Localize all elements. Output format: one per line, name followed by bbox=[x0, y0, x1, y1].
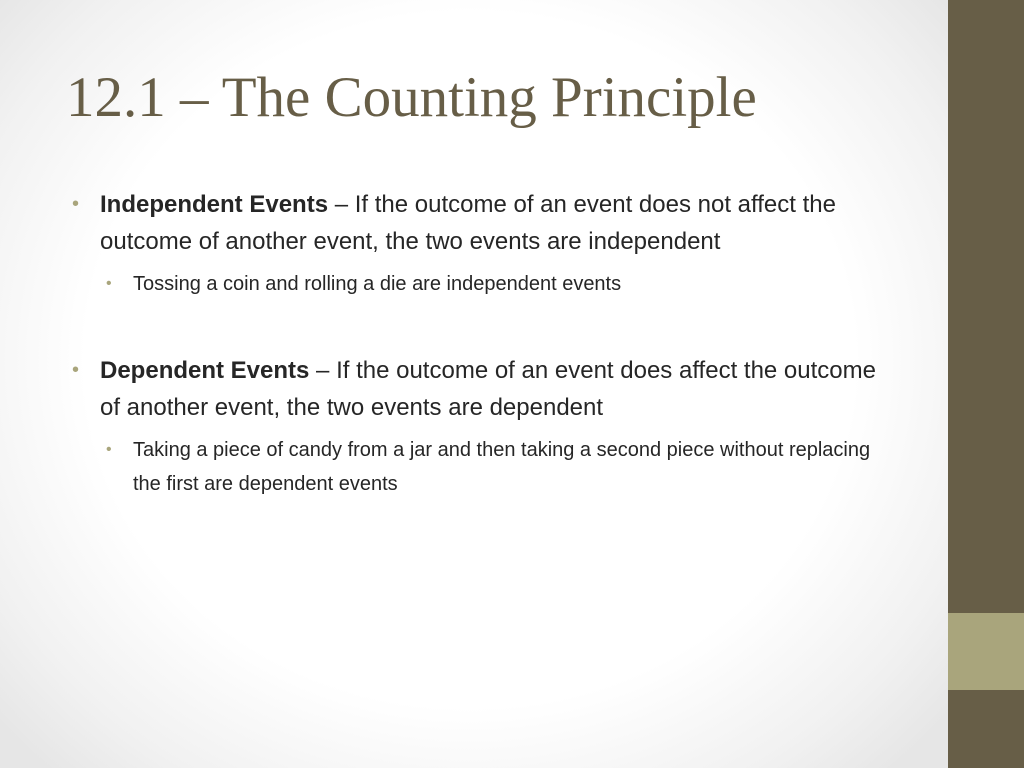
example-dependent-events: Taking a piece of candy from a jar and then taking a second piece without replacing the first are dependent events bbox=[133, 439, 871, 495]
bullet-independent-events bbox=[72, 186, 902, 260]
spacer bbox=[72, 301, 902, 352]
bullet-dot-icon: • bbox=[106, 275, 112, 292]
slide-title: 12.1 – The Counting Principle bbox=[66, 66, 757, 129]
decorative-side-bar-accent bbox=[948, 613, 1024, 690]
bullet-dot-icon: • bbox=[72, 193, 80, 215]
term-independent-events: Independent Events bbox=[100, 191, 329, 218]
term-dependent-events: Dependent Events bbox=[100, 357, 310, 384]
definition-dependent-events: – If the outcome of an event does affect the outcome of another event, the two events are dependent bbox=[100, 357, 876, 421]
slide-body bbox=[72, 186, 902, 501]
bullet-dot-icon: • bbox=[106, 441, 112, 458]
definition-independent-events: – If the outcome of an event does not affect the outcome of another event, the two events are independent bbox=[100, 191, 836, 255]
bullet-dependent-events bbox=[72, 352, 902, 426]
sub-bullet-independent-example bbox=[106, 267, 902, 301]
example-independent-events: Tossing a coin and rolling a die are independent events bbox=[133, 273, 622, 295]
bullet-dot-icon: • bbox=[72, 359, 80, 381]
sub-bullet-dependent-example bbox=[106, 433, 902, 501]
